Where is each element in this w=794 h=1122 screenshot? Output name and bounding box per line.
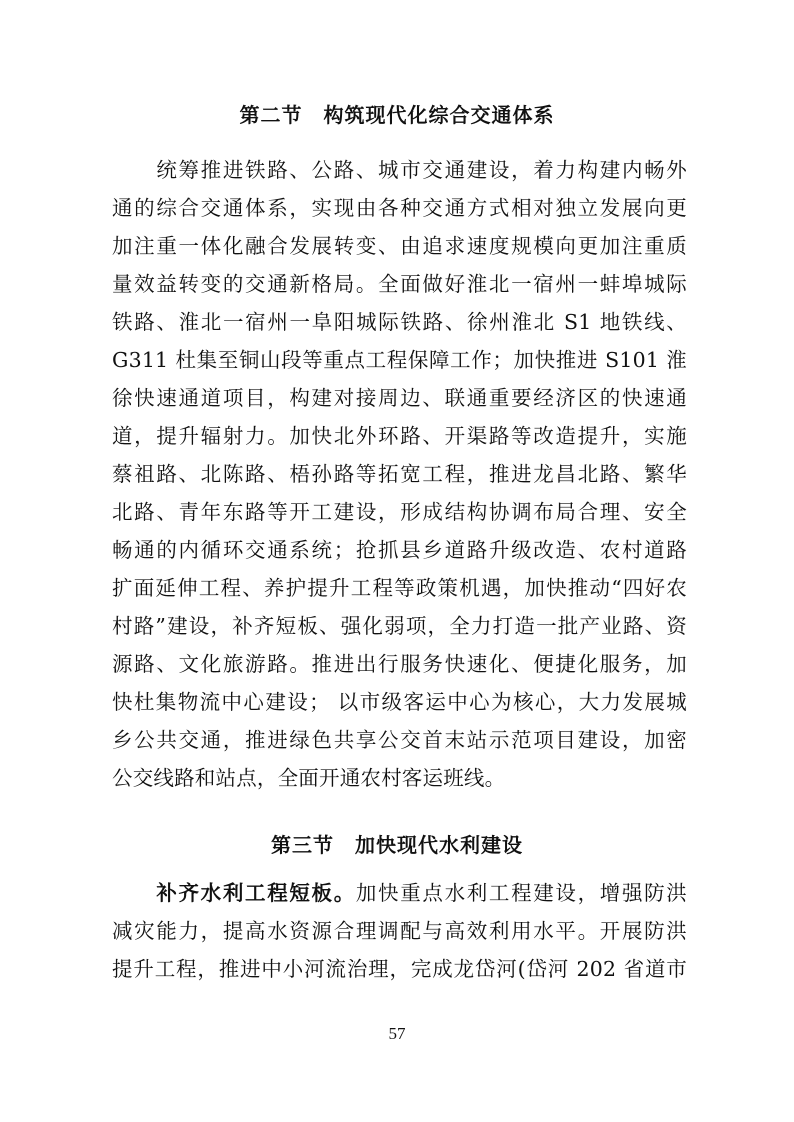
text-line: 减灾能力，提高水资源合理调配与高效利用水平。开展防洪	[112, 919, 687, 943]
text-line: 蔡祖路、北陈路、梧孙路等拓宽工程，推进龙昌北路、繁华	[112, 462, 687, 486]
paragraph-lead: 补齐水利工程短板。	[112, 881, 356, 905]
text-line: 徐快速通道项目，构建对接周边、联通重要经济区的快速通	[112, 386, 687, 410]
text-line: 北路、青年东路等开工建设，形成结构协调布局合理、安全	[112, 500, 687, 524]
text-line: 源路、文化旅游路。推进出行服务快速化、便捷化服务，加	[112, 652, 687, 676]
paragraph-water-conservancy	[112, 874, 687, 988]
text-line: 铁路、淮北一宿州一阜阳城际铁路、徐州淮北 S1 地铁线、	[112, 310, 687, 334]
text-line: 量效益转变的交通新格局。全面做好淮北一宿州一蚌埠城际	[112, 272, 687, 296]
section-heading: 第二节 构筑现代化综合交通体系	[239, 103, 555, 127]
text-line: 快杜集物流中心建设； 以市级客运中心为核心，大力发展城	[112, 690, 687, 714]
text-line: 道，提升辐射力。加快北外环路、开渠路等改造提升，实施	[112, 424, 687, 448]
text-line: 扩面延伸工程、养护提升工程等政策机遇，加快推动“四好农	[112, 576, 687, 600]
text-line: 公交线路和站点，全面开通农村客运班线。	[112, 766, 506, 790]
text-line: 提升工程，推进中小河流治理，完成龙岱河(岱河 202 省道市	[112, 957, 687, 981]
text-line-rest: 加快重点水利工程建设，增强防洪	[355, 881, 687, 905]
text-line: 村路”建设，补齐短板、强化弱项，全力打造一批产业路、资	[112, 614, 687, 638]
text-line: 加注重一体化融合发展转变、由追求速度规模向更加注重质	[112, 234, 687, 258]
section-heading: 第三节 加快现代水利建设	[271, 833, 523, 857]
text-line: G311 杜集至铜山段等重点工程保障工作；加快推进 S101 淮	[112, 348, 687, 372]
text-line	[112, 874, 687, 912]
text-line: 通的综合交通体系，实现由各种交通方式相对独立发展向更	[112, 196, 687, 220]
text-line: 统筹推进铁路、公路、城市交通建设，着力构建内畅外	[112, 158, 687, 182]
text-line: 畅通的内循环交通系统；抢抓县乡道路升级改造、农村道路	[112, 538, 687, 562]
text-line: 乡公共交通，推进绿色共享公交首末站示范项目建设，加密	[112, 728, 687, 752]
page-number: 57	[388, 1024, 406, 1043]
paragraph-transport	[112, 151, 687, 797]
